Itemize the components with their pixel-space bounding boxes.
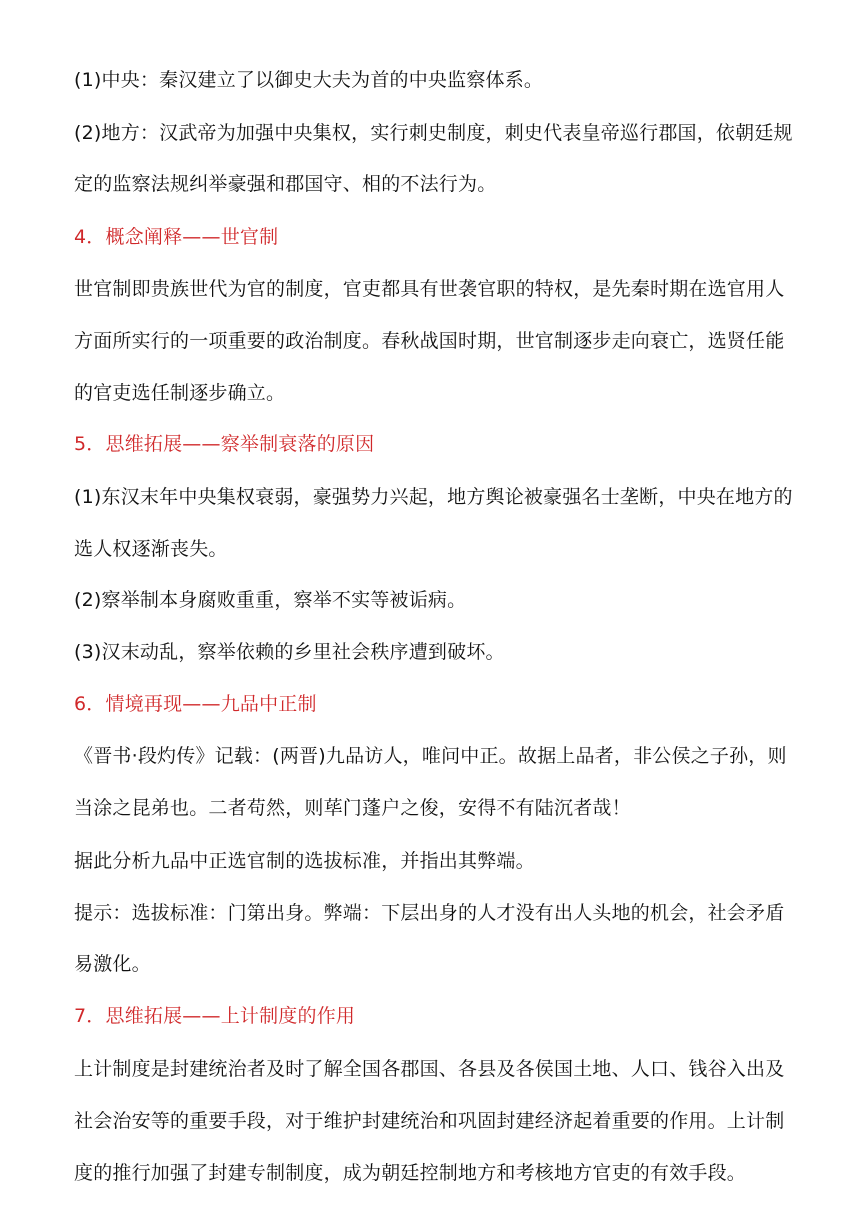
paragraph-line: 选人权逐渐丧失。 — [74, 538, 228, 560]
section-heading: 6．情境再现——九品中正制 — [74, 693, 317, 715]
paragraph-line: (2)地方：汉武帝为加强中央集权，实行刺史制度，刺史代表皇帝巡行郡国，依朝廷规 — [74, 122, 793, 144]
paragraph-line: 定的监察法规纠举豪强和郡国守、相的不法行为。 — [74, 173, 497, 195]
paragraph-line: (1)东汉末年中央集权衰弱，豪强势力兴起，地方舆论被豪强名士垄断，中央在地方的 — [74, 486, 793, 508]
paragraph-line: 据此分析九品中正选官制的选拔标准，并指出其弊端。 — [74, 850, 535, 872]
paragraph-line: 上计制度是封建统治者及时了解全国各郡国、各县及各侯国土地、人口、钱谷入出及 — [74, 1058, 785, 1080]
paragraph-line: 方面所实行的一项重要的政治制度。春秋战国时期，世官制逐步走向衰亡，选贤任能 — [74, 330, 785, 352]
section-heading: 5．思维拓展——察举制衰落的原因 — [74, 433, 375, 455]
paragraph-line: 提示：选拔标准：门第出身。弊端：下层出身的人才没有出人头地的机会，社会矛盾 — [74, 902, 785, 924]
section-heading: 7．思维拓展——上计制度的作用 — [74, 1005, 356, 1027]
paragraph-line: 社会治安等的重要手段，对于维护封建统治和巩固封建经济起着重要的作用。上计制 — [74, 1110, 785, 1132]
paragraph-line: 当涂之昆弟也。二者苟然，则荜门蓬户之俊，安得不有陆沉者哉！ — [74, 797, 631, 819]
section-heading: 4．概念阐释——世官制 — [74, 226, 279, 248]
paragraph-line: (1)中央：秦汉建立了以御史大夫为首的中央监察体系。 — [74, 69, 544, 91]
paragraph-line: 《晋书·段灼传》记载：(两晋)九品访人，唯问中正。故据上品者，非公侯之子孙，则 — [74, 745, 787, 767]
paragraph-line: 的官吏选任制逐步确立。 — [74, 382, 286, 404]
paragraph-line: 度的推行加强了封建专制制度，成为朝廷控制地方和考核地方官吏的有效手段。 — [74, 1162, 747, 1184]
paragraph-line: 世官制即贵族世代为官的制度，官吏都具有世袭官职的特权，是先秦时期在选官用人 — [74, 278, 785, 300]
paragraph-line: (2)察举制本身腐败重重，察举不实等被诟病。 — [74, 589, 467, 611]
paragraph-line: 易激化。 — [74, 953, 151, 975]
paragraph-line: (3)汉末动乱，察举依赖的乡里社会秩序遭到破坏。 — [74, 641, 505, 663]
